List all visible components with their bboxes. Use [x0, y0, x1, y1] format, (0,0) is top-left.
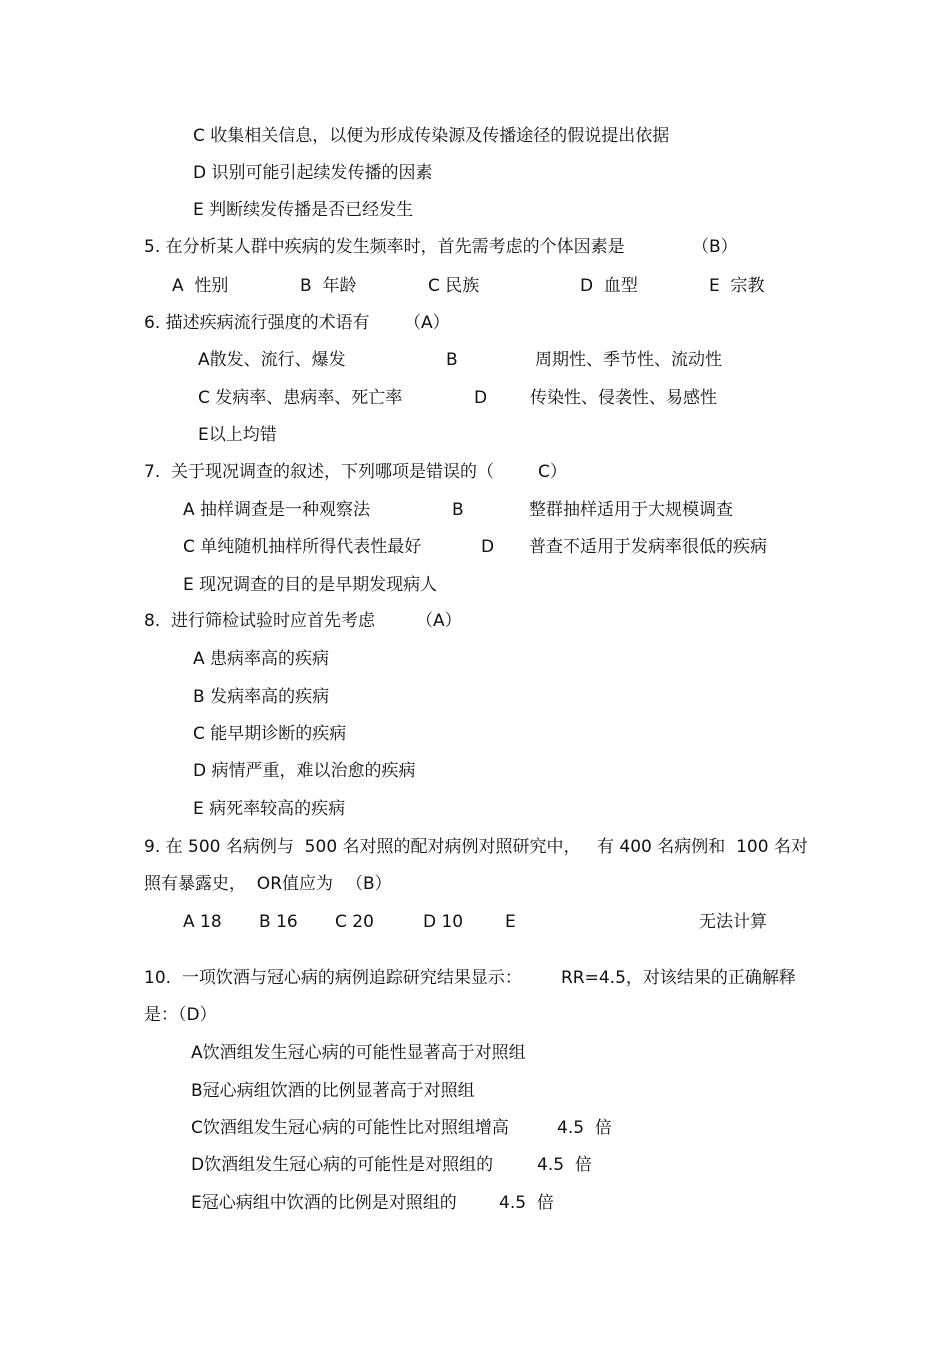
option-letter: B [446, 350, 458, 370]
question-stem: 10. 一项饮酒与冠心病的病例追踪研究结果显示： [144, 968, 522, 988]
option-text: 整群抽样适用于大规模调查 [529, 500, 733, 520]
option-text: C 发病率、患病率、死亡率 [198, 388, 403, 408]
answer-key: （A） [404, 313, 450, 333]
option-text: E 病死率较高的疾病 [193, 799, 346, 819]
question-stem: 9. 在 500 名病例与 500 名对照的配对病例对照研究中， [144, 837, 581, 857]
option-text: B 发病率高的疾病 [193, 687, 330, 707]
option-text: A 18 [183, 912, 222, 932]
option-text: C 收集相关信息，以便为形成传染源及传播途径的假说提出依据 [193, 126, 670, 146]
option-letter: D [474, 388, 488, 408]
option-text: A 抽样调查是一种观察法 [183, 500, 371, 520]
option-text: C 单纯随机抽样所得代表性最好 [183, 537, 422, 557]
option-text: D 10 [423, 912, 464, 932]
option-text: A 性别 [172, 276, 229, 296]
question-stem: RR=4.5，对该结果的正确解释 [561, 968, 796, 988]
option-value: 4.5 倍 [557, 1118, 612, 1138]
question-stem: 5. 在分析某人群中疾病的发生频率时，首先需考虑的个体因素是 [144, 237, 625, 257]
option-text: D饮酒组发生冠心病的可能性是对照组的 [191, 1155, 494, 1175]
option-text: C 能早期诊断的疾病 [193, 724, 347, 744]
option-text: C饮酒组发生冠心病的可能性比对照组增高 [191, 1118, 509, 1138]
option-text: D 识别可能引起续发传播的因素 [193, 163, 433, 183]
option-text: E以上均错 [198, 425, 277, 445]
option-text: B 年龄 [300, 276, 357, 296]
option-value: 4.5 倍 [499, 1193, 554, 1213]
option-text: B 16 [259, 912, 298, 932]
option-text: A饮酒组发生冠心病的可能性显著高于对照组 [191, 1043, 526, 1063]
answer-key: （B） [346, 874, 392, 894]
option-text: 无法计算 [699, 912, 767, 932]
option-text: E 现况调查的目的是早期发现病人 [183, 575, 438, 595]
option-text: C 20 [335, 912, 374, 932]
option-text: A散发、流行、爆发 [198, 350, 346, 370]
option-text: 周期性、季节性、流动性 [535, 350, 722, 370]
option-letter: D [481, 537, 495, 557]
question-stem: 8. 进行筛检试验时应首先考虑 [144, 611, 376, 631]
answer-key: （B） [692, 237, 738, 257]
option-text: E冠心病组中饮酒的比例是对照组的 [191, 1193, 457, 1213]
answer-key: C） [538, 462, 567, 482]
option-letter: B [452, 500, 464, 520]
option-text: E 判断续发传播是否已经发生 [193, 200, 414, 220]
option-text: B冠心病组饮酒的比例显著高于对照组 [191, 1081, 475, 1101]
answer-key: （A） [416, 611, 462, 631]
question-stem: 有 400 名病例和 100 名对 [597, 837, 808, 857]
question-stem: 6. 描述疾病流行强度的术语有 [144, 313, 370, 333]
option-text: E 宗教 [709, 276, 765, 296]
question-stem: 7. 关于现况调查的叙述，下列哪项是错误的（ [144, 462, 495, 482]
option-text: 传染性、侵袭性、易感性 [530, 388, 717, 408]
question-stem: 是：（D） [144, 1005, 217, 1025]
option-letter: E [505, 912, 516, 932]
option-text: 普查不适用于发病率很低的疾病 [529, 537, 767, 557]
option-text: D 血型 [580, 276, 638, 296]
option-text: A 患病率高的疾病 [193, 649, 330, 669]
option-value: 4.5 倍 [537, 1155, 592, 1175]
question-stem: 照有暴露史， OR值应为 [144, 874, 334, 894]
option-text: C 民族 [428, 276, 480, 296]
option-text: D 病情严重，难以治愈的疾病 [193, 761, 416, 781]
